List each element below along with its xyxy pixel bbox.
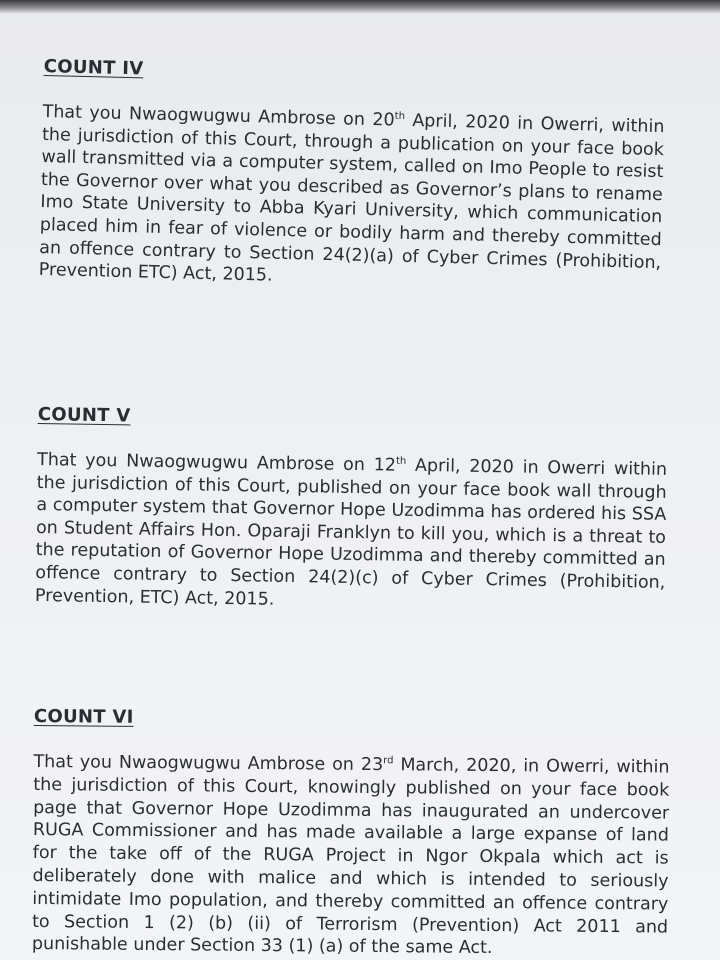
count-vi-text-rest: March, 2020, in Owerri, within the jurisdiction of this Court, knowingly published on your face book page that Governor Hope Uzodimma has inaugurated an undercover RUGA Commissioner and has made available a large expanse of land for the take off of the RUGA Project in Ngor Okpala which act is deliberately done with malice and which is intended to seriously intimidate Imo population, and thereby committed an offence contrary to Section 1 (2) (b) (ii) of Terrorism (Prevention) Act 2011 and punishable under Section 33 (1) (a) of the same Act.: [31, 755, 670, 959]
page-edge-shadow: [0, 0, 720, 14]
count-v-text-rest: April, 2020 in Owerri within the jurisdiction of this Court, published on your face book wall through a computer system that Governor Hope Uzodimma has ordered his SSA on Student Affairs Hon. Oparaji Franklyn to kill you, which is a threat to the reputation of Governor Hope Uzodimma and thereby committed an offence contrary to Section 24(2)(c) of Cyber Crimes (Prohibition, Prevention, ETC) Act, 2015.: [34, 455, 668, 610]
count-v-title: COUNT V: [37, 404, 131, 427]
count-vi-text-start: That you Nwaogwugwu Ambrose on 23: [33, 751, 384, 776]
count-iv-title: COUNT IV: [43, 56, 144, 80]
count-iv-text: [38, 101, 664, 297]
count-v-date-suffix: th: [395, 455, 407, 467]
count-v-text: [35, 449, 667, 617]
count-vi-date-suffix: rd: [383, 755, 394, 767]
count-v-text-start: That you Nwaogwugwu Ambrose on 12: [36, 449, 397, 476]
count-iv-text-rest: April, 2020 in Owerri, within the jurisdiction of this Court, through a publication on your face book wall transmitted via a computer system, called on Imo People to resist the Governor over what you described as Governor’s plans to rename Imo State University to Abba Kyari University, which communication placed him in fear of violence or bodily harm and thereby committed an offence contrary to Section 24(2)(a) of Cyber Crimes (Prohibition, Prevention ETC) Act, 2015.: [38, 110, 665, 286]
count-vi-text: [32, 751, 670, 960]
count-v-section: [35, 404, 668, 617]
count-iv-section: [38, 56, 665, 297]
count-iv-text-start: That you Nwaogwugwu Ambrose on 20: [42, 101, 395, 131]
count-vi-section: [32, 706, 670, 960]
count-iv-date-suffix: th: [394, 110, 406, 123]
count-vi-title: COUNT VI: [33, 706, 134, 728]
